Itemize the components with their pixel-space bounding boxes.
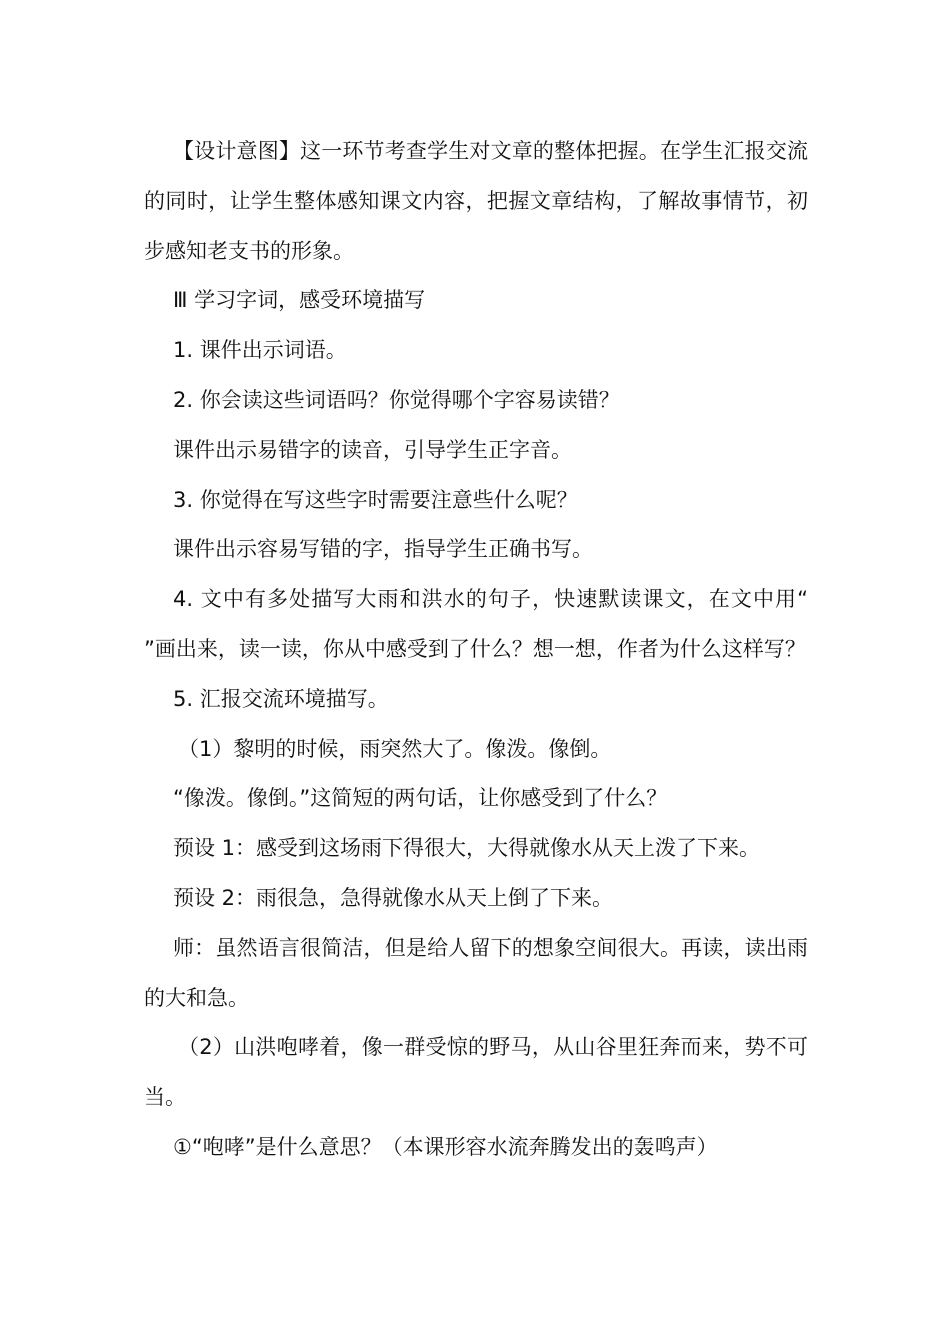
paragraph-quote-2: （2）山洪咆哮着，像一群受惊的野马，从山谷里狂奔而来，势不可当。 — [144, 1035, 808, 1110]
paragraph-quote-1: （1）黎明的时候，雨突然大了。像泼。像倒。 — [178, 736, 612, 761]
paragraph-step-1: 1. 课件出示词语。 — [173, 338, 347, 363]
document-body — [144, 127, 836, 1173]
paragraph-design-intent: 【设计意图】这一环节考查学生对文章的整体把握。在学生汇报交流的同时，让学生整体感知课文内容，把握文章结构，了解故事情节，初步感知老支书的形象。 — [144, 139, 808, 263]
paragraph-step-3-note: 课件出示容易写错的字，指导学生正确书写。 — [173, 537, 593, 562]
paragraph-question-2: ①“咆哮”是什么意思？（本课形容水流奔腾发出的轰鸣声） — [173, 1134, 718, 1159]
paragraph-step-3: 3. 你觉得在写这些字时需要注意些什么呢？ — [173, 487, 578, 512]
section-heading: Ⅲ 学习字词，感受环境描写 — [173, 288, 426, 313]
paragraph-step-4: 4. 文中有多处描写大雨和洪水的句子，快速默读课文，在文中用“ ”画出来，读一读，你从中感受到了什么？想一想，作者为什么这样写？ — [144, 587, 836, 661]
paragraph-teacher: 师：虽然语言很简洁，但是给人留下的想象空间很大。再读，读出雨的大和急。 — [144, 935, 808, 1010]
paragraph-preset-1: 预设 1：感受到这场雨下得很大，大得就像水从天上泼了下来。 — [173, 836, 761, 861]
paragraph-step-2: 2. 你会读这些词语吗？你觉得哪个字容易读错？ — [173, 387, 620, 412]
paragraph-preset-2: 预设 2：雨很急，急得就像水从天上倒了下来。 — [173, 885, 614, 910]
paragraph-step-2-note: 课件出示易错字的读音，引导学生正字音。 — [173, 437, 572, 462]
paragraph-step-5: 5. 汇报交流环境描写。 — [173, 686, 389, 711]
paragraph-question-1: “像泼。像倒。”这简短的两句话，让你感受到了什么？ — [173, 786, 668, 811]
